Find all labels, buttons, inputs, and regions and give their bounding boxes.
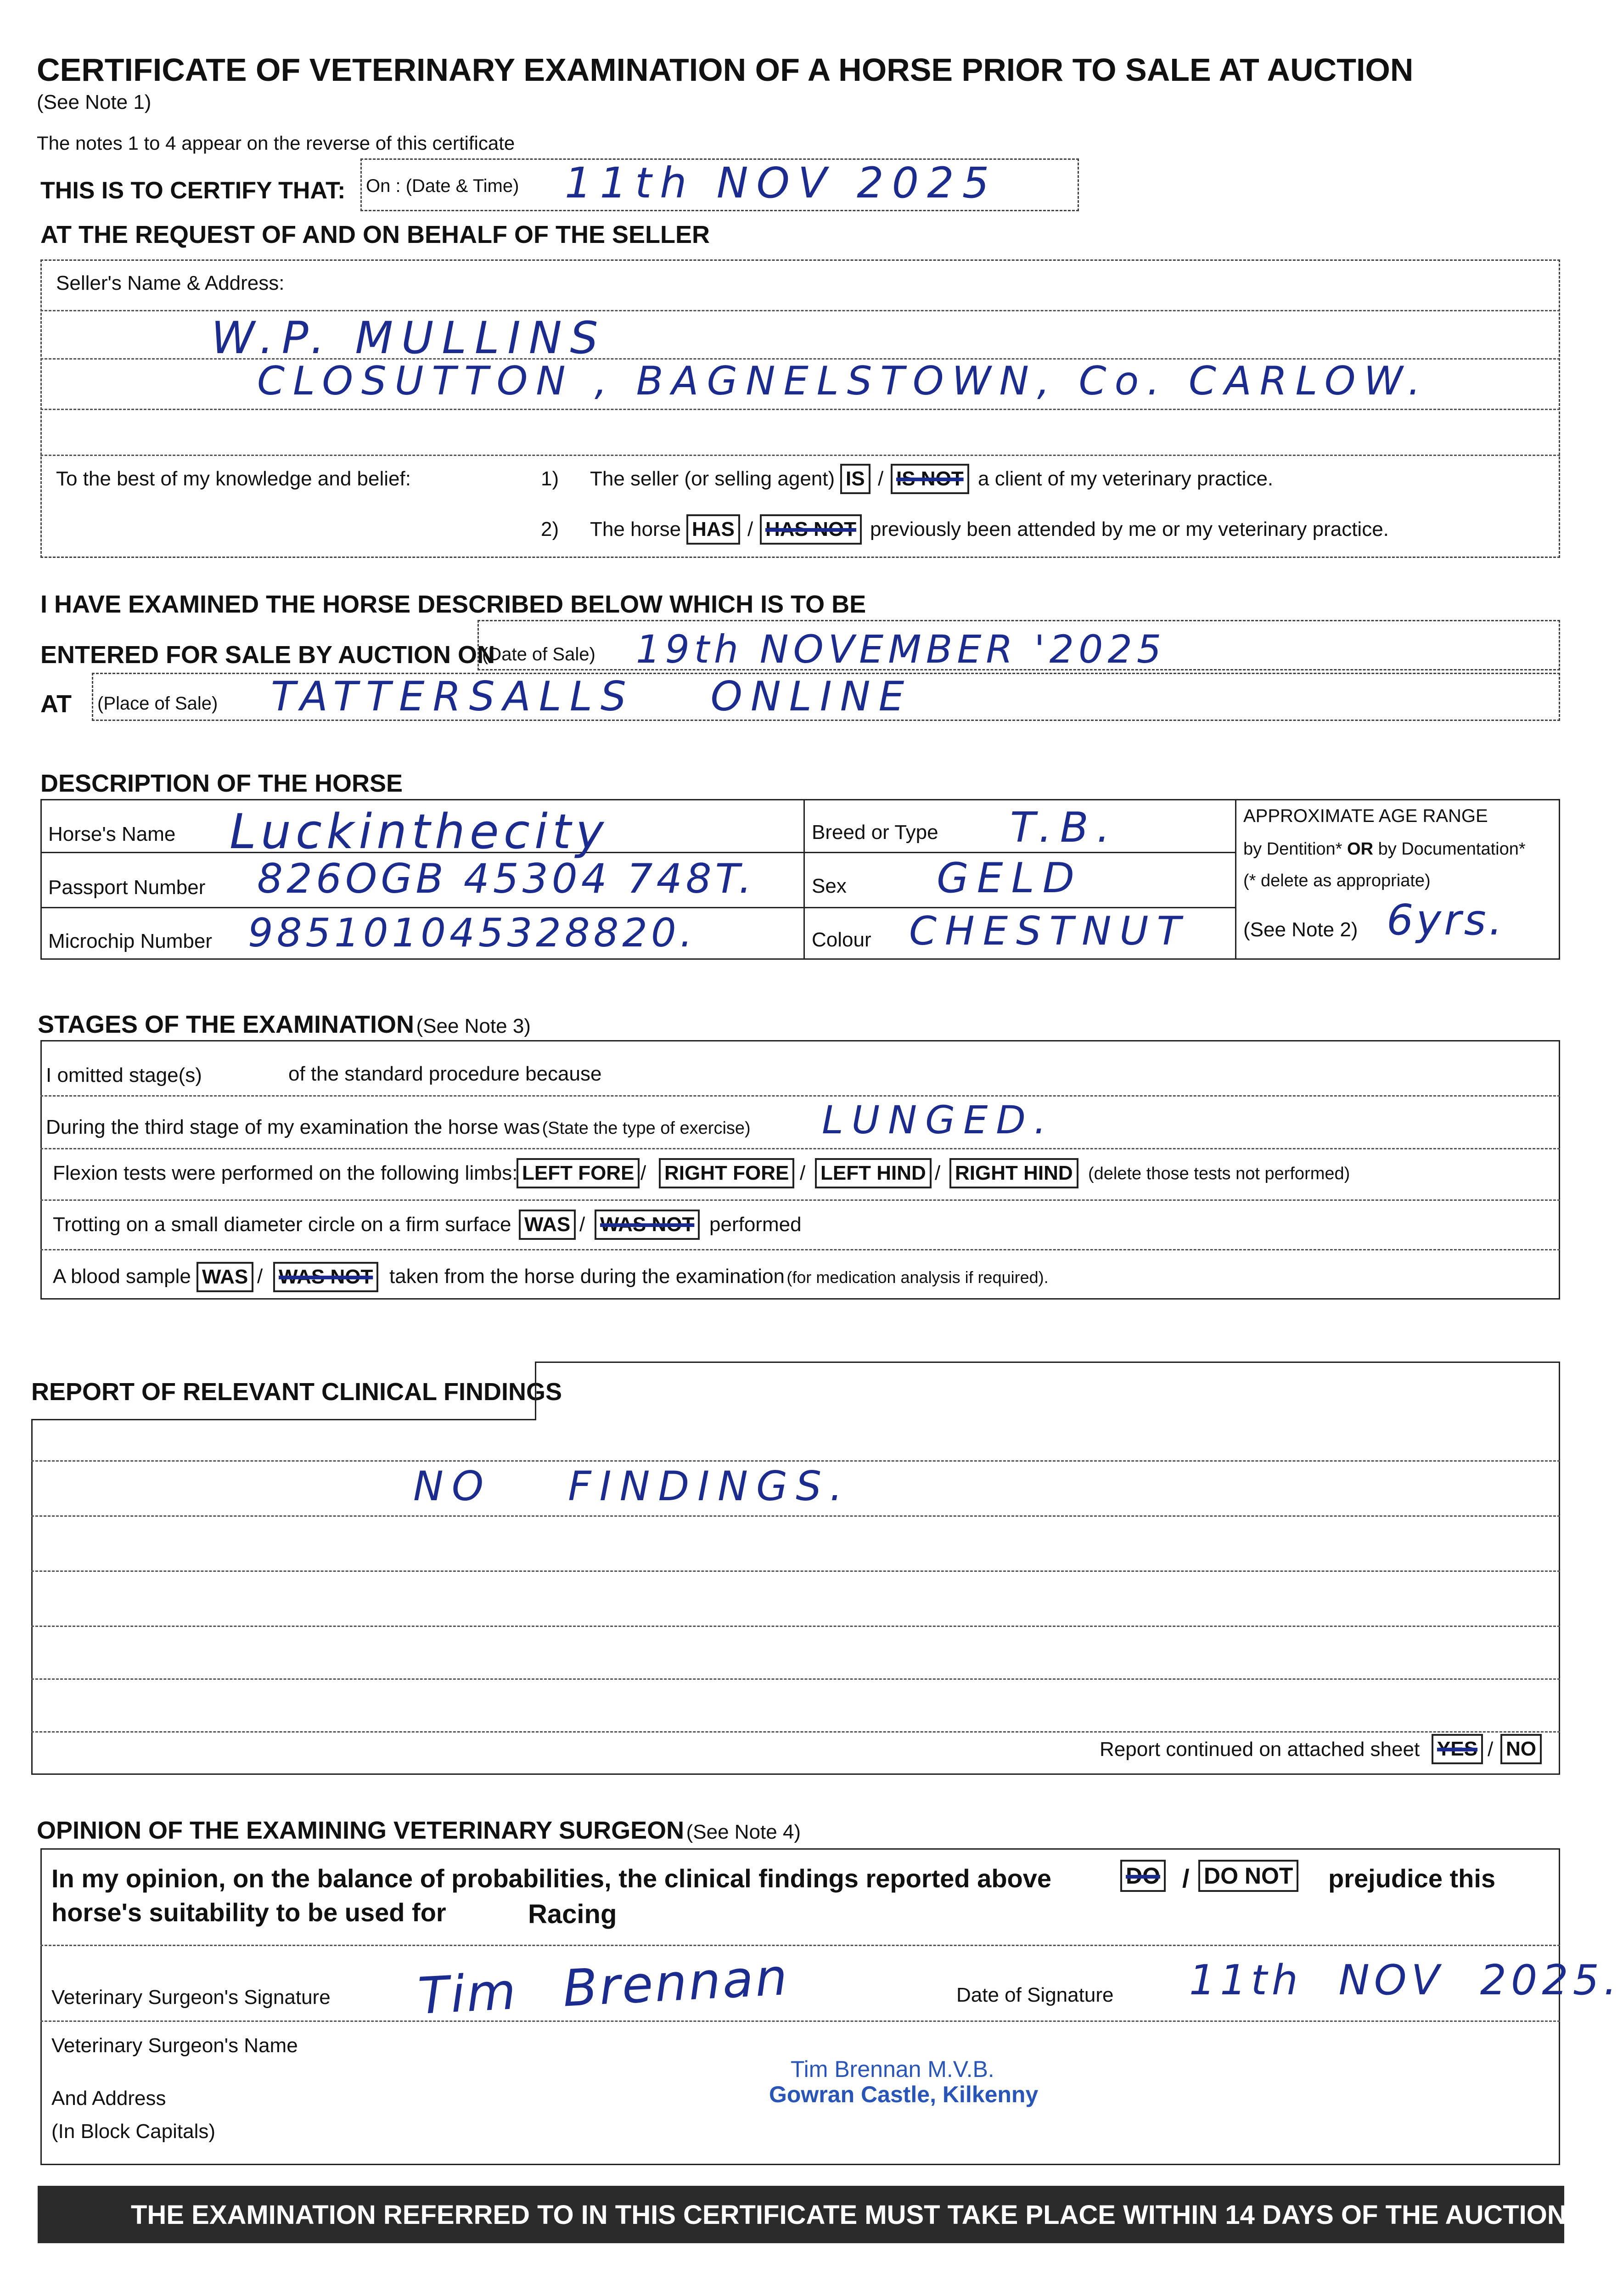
certificate-title: CERTIFICATE OF VETERINARY EXAMINATION OF A HORSE PRIOR TO SALE AT AUCTION: [37, 52, 1414, 88]
intended-use-value[interactable]: Racing: [528, 1899, 617, 1929]
report-continued-label: Report continued on attached sheet: [1100, 1738, 1420, 1761]
vet-stamp-line1: Tim Brennan M.V.B.: [791, 2056, 994, 2082]
vet-address-label: And Address: [51, 2087, 166, 2110]
trot-label-end: performed: [709, 1213, 802, 1236]
blood-was-option[interactable]: WAS: [197, 1262, 253, 1292]
knowledge-label: To the best of my knowledge and belief:: [56, 467, 411, 490]
sex-label: Sex: [812, 875, 847, 897]
blood-was-not-option[interactable]: WAS NOT: [273, 1262, 378, 1292]
item2-text-end: previously been attended by me or my veterinary practice.: [870, 518, 1389, 540]
vet-name-label: Veterinary Surgeon's Name: [51, 2034, 298, 2057]
breed-label: Breed or Type: [812, 821, 938, 844]
request-line: AT THE REQUEST OF AND ON BEHALF OF THE SELLER: [40, 221, 710, 248]
report-heading: REPORT OF RELEVANT CLINICAL FINDINGS: [31, 1378, 562, 1406]
vet-stamp-line2: Gowran Castle, Kilkenny: [769, 2082, 1039, 2107]
seller-label: Seller's Name & Address:: [56, 272, 285, 294]
is-not-client-option[interactable]: IS NOT: [891, 464, 969, 494]
right-fore-option[interactable]: RIGHT FORE: [659, 1158, 794, 1188]
opinion-text-end: prejudice this: [1328, 1864, 1496, 1893]
age-value[interactable]: 6yrs.: [1387, 895, 1505, 945]
date-of-signature-value[interactable]: 11th NOV 2025.: [1189, 1956, 1622, 2004]
on-date-value[interactable]: 11th NOV 2025: [565, 158, 998, 208]
do-prejudice-option[interactable]: DO: [1120, 1860, 1166, 1892]
has-not-attended-option[interactable]: HAS NOT: [760, 514, 862, 545]
seller-name[interactable]: W.P. MULLINS: [211, 312, 607, 364]
item1-text: The seller (or selling agent): [590, 467, 835, 490]
microchip-label: Microchip Number: [48, 930, 212, 952]
place-of-sale-value[interactable]: TATTERSALLS ONLINE: [271, 673, 913, 720]
colour-value[interactable]: CHESTNUT: [909, 908, 1189, 954]
horse-name-label: Horse's Name: [48, 823, 176, 845]
omitted-label: I omitted stage(s): [46, 1064, 202, 1086]
description-heading: DESCRIPTION OF THE HORSE: [40, 770, 403, 797]
left-fore-option[interactable]: LEFT FORE: [517, 1158, 640, 1188]
continued-no-option[interactable]: NO: [1500, 1734, 1542, 1764]
item1-number: 1): [541, 467, 559, 490]
on-date-label: On : (Date & Time): [366, 176, 519, 196]
breed-value[interactable]: T.B.: [1010, 804, 1118, 852]
do-not-prejudice-option[interactable]: DO NOT: [1198, 1860, 1298, 1892]
certify-label: THIS IS TO CERTIFY THAT:: [40, 177, 346, 204]
seller-address[interactable]: CLOSUTTON , BAGNELSTOWN, Co. CARLOW.: [257, 358, 1429, 404]
blood-label-end: taken from the horse during the examination (for medication analysis if required).: [389, 1265, 1049, 1288]
item2-text: The horse: [590, 518, 681, 540]
title-note: (See Note 1): [37, 91, 152, 113]
age-by-dentition: by Dentition* OR by Documentation*: [1243, 839, 1526, 859]
passport-label: Passport Number: [48, 876, 206, 899]
flexion-note: (delete those tests not performed): [1088, 1164, 1350, 1183]
age-title: APPROXIMATE AGE RANGE: [1243, 806, 1488, 826]
opinion-heading: OPINION OF THE EXAMINING VETERINARY SURGEON (See Note 4): [37, 1817, 801, 1844]
clinical-finding[interactable]: NO FINDINGS.: [413, 1463, 851, 1510]
has-attended-option[interactable]: HAS: [686, 514, 740, 545]
left-hind-option[interactable]: LEFT HIND: [815, 1158, 932, 1188]
date-of-signature-label: Date of Signature: [956, 1984, 1114, 2006]
item1-text-end: a client of my veterinary practice.: [978, 467, 1274, 490]
omitted-label-end: of the standard procedure because: [288, 1063, 602, 1085]
place-of-sale-label: (Place of Sale): [97, 693, 218, 714]
trot-was-not-option[interactable]: WAS NOT: [595, 1210, 700, 1240]
footer-banner-text: THE EXAMINATION REFERRED TO IN THIS CERTIFICATE MUST TAKE PLACE WITHIN 14 DAYS OF THE AUCTION: [131, 2200, 1567, 2230]
signature-label: Veterinary Surgeon's Signature: [51, 1986, 331, 2009]
flexion-label: Flexion tests were performed on the following limbs:: [53, 1162, 518, 1184]
date-of-sale-label: (Date of Sale): [482, 644, 595, 664]
right-hind-option[interactable]: RIGHT HIND: [949, 1158, 1078, 1188]
passport-value[interactable]: 826OGB 45304 748T.: [257, 855, 755, 902]
third-stage-value[interactable]: LUNGED.: [822, 1097, 1055, 1142]
sale-line2: ENTERED FOR SALE BY AUCTION ON: [40, 641, 495, 669]
third-stage-label: During the third stage of my examination the horse was (State the type of exercise): [46, 1116, 751, 1138]
at-label: AT: [40, 690, 72, 718]
age-delete-note: (* delete as appropriate): [1243, 871, 1431, 890]
continued-yes-option[interactable]: YES: [1432, 1734, 1483, 1764]
block-capitals-label: (In Block Capitals): [51, 2120, 216, 2143]
blood-label: A blood sample: [53, 1265, 191, 1288]
vet-signature[interactable]: Tim Brennan: [416, 1947, 791, 2026]
opinion-text: In my opinion, on the balance of probabilities, the clinical findings reported above: [51, 1864, 1052, 1893]
opinion-text-line2: horse's suitability to be used for: [51, 1898, 446, 1927]
item2-number: 2): [541, 518, 559, 540]
microchip-value[interactable]: 985101045328820.: [248, 910, 696, 956]
sex-value[interactable]: GELD: [937, 854, 1083, 902]
date-of-sale-value[interactable]: 19th NOVEMBER '2025: [636, 627, 1166, 672]
stages-heading: STAGES OF THE EXAMINATION (See Note 3): [38, 1011, 531, 1038]
trot-label: Trotting on a small diameter circle on a firm surface: [53, 1213, 511, 1236]
trot-was-option[interactable]: WAS: [519, 1210, 576, 1240]
notes-line: The notes 1 to 4 appear on the reverse of this certificate: [37, 132, 515, 154]
colour-label: Colour: [812, 929, 871, 951]
is-client-option[interactable]: IS: [840, 464, 870, 494]
horse-name-value[interactable]: Luckinthecity: [230, 804, 609, 860]
sale-line1: I HAVE EXAMINED THE HORSE DESCRIBED BELOW WHICH IS TO BE: [40, 591, 866, 618]
age-see-note: (See Note 2): [1243, 918, 1358, 941]
